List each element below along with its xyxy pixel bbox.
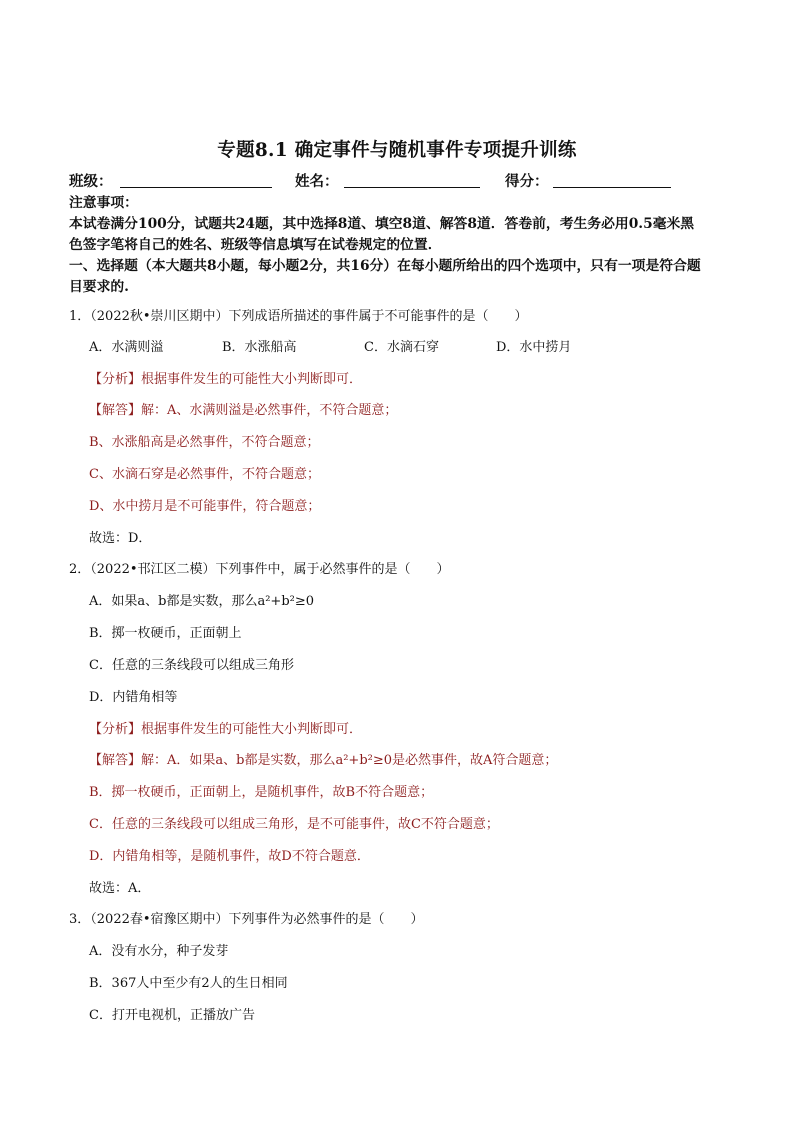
name-label: 姓名： xyxy=(295,173,339,190)
q2-analysis: 【分析】根据事件发生的可能性大小判断即可． xyxy=(89,722,363,737)
notice-line-2: 色签字笔将自己的姓名、班级等信息填写在试卷规定的位置． xyxy=(69,237,442,253)
score-blank[interactable] xyxy=(553,187,671,188)
q1-analysis: 【分析】根据事件发生的可能性大小判断即可． xyxy=(89,372,363,387)
q1-solution-line-2: B、水涨船高是必然事件，不符合题意； xyxy=(89,435,320,450)
q3-option-b: B．367人中至少有2人的生日相同 xyxy=(89,976,288,991)
class-label: 班级： xyxy=(69,173,113,190)
section-heading-2: 目要求的. xyxy=(69,279,129,295)
student-info-line xyxy=(69,170,729,190)
q2-solution-line-3: C．任意的三条线段可以组成三角形，是不可能事件，故C不符合题意； xyxy=(89,817,499,832)
page-title: 专题8.1 确定事件与随机事件专项提升训练 xyxy=(217,140,577,161)
q2-answer: 故选：A． xyxy=(89,881,151,896)
q2-solution-line-4: D．内错角相等，是随机事件，故D不符合题意． xyxy=(89,849,370,864)
q1-option-d: D．水中捞月 xyxy=(496,340,572,355)
q2-option-a: A．如果a、b都是实数，那么a²+b²≥0 xyxy=(89,594,315,609)
q2-option-c: C．任意的三条线段可以组成三角形 xyxy=(89,658,294,673)
question-2-stem: 2．（2022•邗江区二模）下列事件中，属于必然事件的是（ ） xyxy=(69,562,450,577)
q1-answer: 故选：D． xyxy=(89,531,152,546)
section-heading-1: 一、选择题（本大题共8小题，每小题2分，共16分）在每小题所给出的四个选项中，只有一项是符合题 xyxy=(69,258,701,274)
notice-heading: 注意事项： xyxy=(69,195,138,211)
q2-solution-line-2: B．掷一枚硬币，正面朝上，是随机事件，故B不符合题意； xyxy=(89,785,434,800)
class-blank[interactable] xyxy=(120,187,272,188)
q1-option-a: A．水满则溢 xyxy=(89,340,164,355)
q1-solution-line-3: C、水滴石穿是必然事件，不符合题意； xyxy=(89,467,320,482)
q2-solution-line-1: 【解答】解：A．如果a、b都是实数，那么a²+b²≥0是必然事件，故A符合题意； xyxy=(89,753,558,768)
question-3-stem: 3．（2022春•宿豫区期中）下列事件为必然事件的是（ ） xyxy=(69,912,424,927)
name-blank[interactable] xyxy=(344,187,480,188)
question-1-stem: 1．（2022秋•崇川区期中）下列成语所描述的事件属于不可能事件的是（ ） xyxy=(69,309,528,324)
q2-option-b: B．掷一枚硬币，正面朝上 xyxy=(89,626,242,641)
q1-solution-line-4: D、水中捞月是不可能事件，符合题意； xyxy=(89,499,321,514)
notice-line-1: 本试卷满分100分，试题共24题，其中选择8道、填空8道、解答8道．答卷前，考生务必用0.5毫米黑 xyxy=(69,216,695,232)
question-1-options xyxy=(89,336,709,354)
q3-option-a: A．没有水分，种子发芽 xyxy=(89,944,229,959)
q2-option-d: D．内错角相等 xyxy=(89,690,178,705)
q1-option-c: C．水滴石穿 xyxy=(364,340,439,355)
score-label: 得分： xyxy=(505,173,549,190)
q1-option-b: B．水涨船高 xyxy=(222,340,297,355)
q3-option-c: C．打开电视机，正播放广告 xyxy=(89,1008,255,1023)
q1-solution-line-1: 【解答】解：A、水满则溢是必然事件，不符合题意； xyxy=(89,403,398,418)
